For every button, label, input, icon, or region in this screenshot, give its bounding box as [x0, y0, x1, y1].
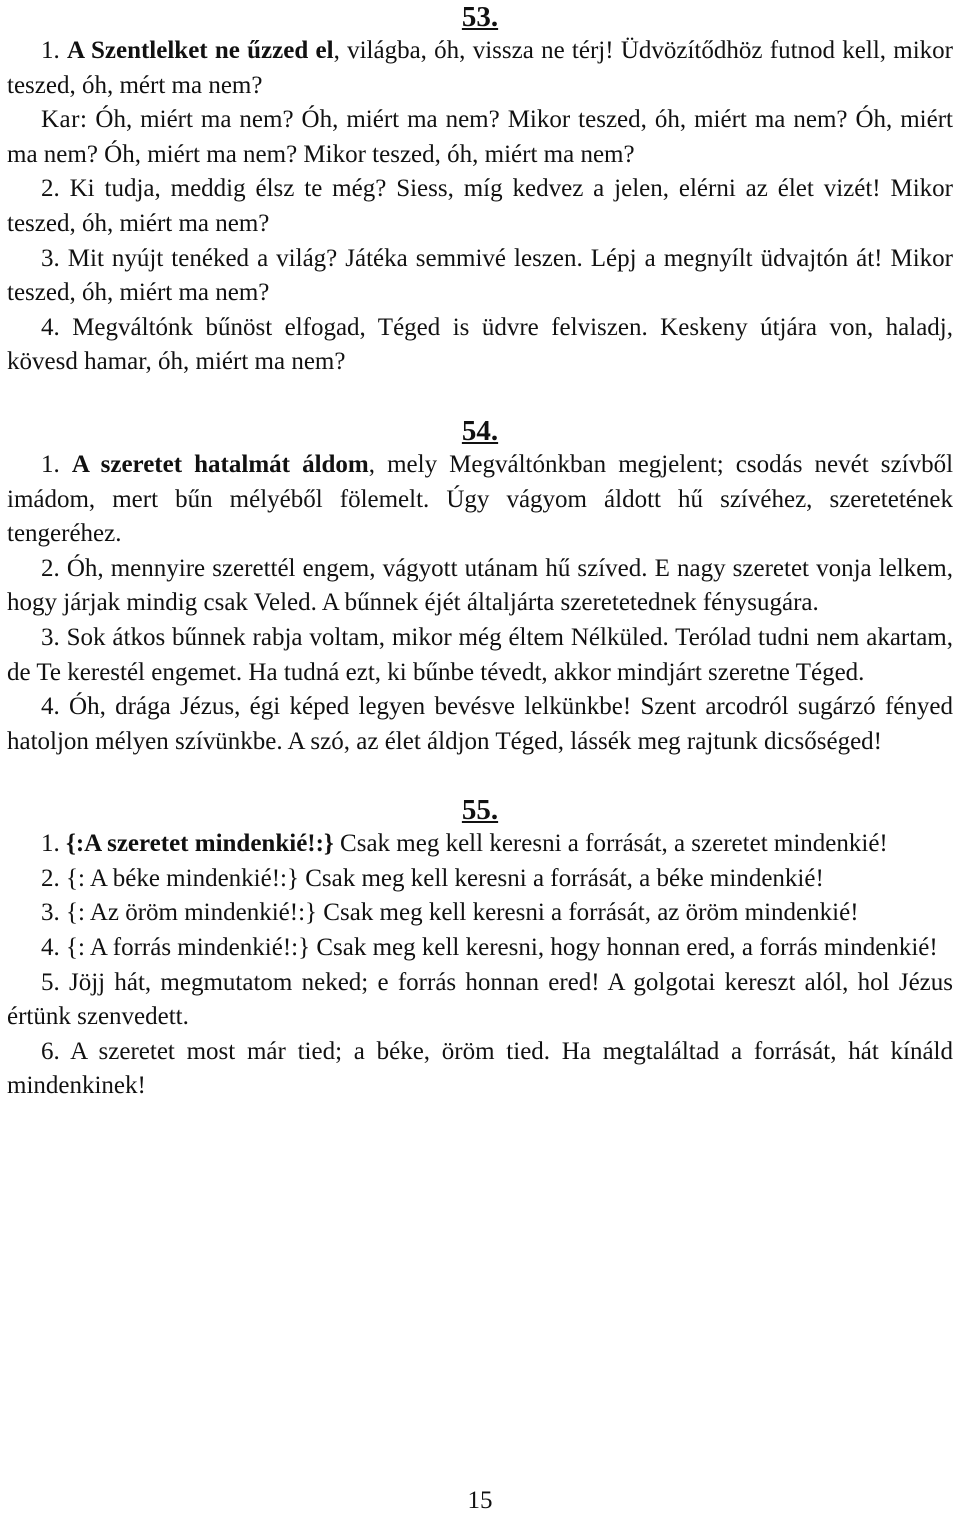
song-54 — [7, 414, 953, 759]
verse — [7, 827, 953, 862]
page-number: 15 — [467, 1487, 493, 1514]
verse-text: {: A béke mindenkié!:} Csak meg kell keresni a forrását, a béke mindenkié! — [59, 864, 824, 892]
verse — [7, 1035, 953, 1104]
verse-text: Sok átkos bűnnek rabja voltam, mikor még éltem Nélküled. Terólad tudni nem akartam, de Te kerestél engemet. Ha tudná ezt, ki bűnbe tévedt, akkor mindjárt szeretne Téged. — [7, 623, 953, 686]
song-number: 53. — [461, 1, 499, 33]
verse-text: Óh, drága Jézus, égi képed legyen bevésve lelkünkbe! Szent arcodról sugárzó fényed hatoljon mélyen szívünkbe. A szó, az élet áldjon Téged, lássék meg rajtunk dicsőséged! — [7, 693, 953, 755]
verse-number: 2. — [41, 554, 60, 582]
verse-text: {: A forrás mindenkié!:} Csak meg kell keresni, hogy honnan ered, a forrás mindenkié! — [59, 934, 938, 962]
verse-lead-words: A szeretet hatalmát áldom — [71, 450, 369, 478]
verse-number: 2. — [41, 175, 60, 203]
chorus-text: Óh, miért ma nem? Óh, miért ma nem? Mikor teszed, óh, miért ma nem? Óh, miért ma nem? Óh, miért ma nem? Mikor teszed, óh, miért ma nem? — [7, 106, 953, 168]
verse-number: 4. — [41, 934, 60, 962]
chorus-label: Kar: — [41, 106, 88, 134]
verse — [7, 552, 953, 621]
verse — [7, 242, 953, 311]
verse-number: 2. — [41, 864, 60, 892]
verse-lead-words: A Szentlelket ne űzzed el — [67, 37, 334, 64]
verse-number: 6. — [41, 1037, 60, 1065]
verse-number: 1. — [41, 450, 60, 478]
verse-text: Csak meg kell keresni a forrását, a szeretet mindenkié! — [333, 830, 888, 858]
verse — [7, 448, 953, 552]
verse-text: Óh, mennyire szerettél engem, vágyott utánam hű szíved. E nagy szeretet vonja lelkem, hogy járjak mindig csak Veled. A bűnnek éjét általjárta szeretetednek fénysugára. — [7, 554, 953, 617]
song-55 — [7, 793, 953, 1104]
verse-number: 4. — [41, 313, 60, 341]
verse-number: 1. — [41, 37, 60, 64]
verse-text: Jöjj hát, megmutatom neked; e forrás honnan ered! A golgotai kereszt alól, hol Jézus értünk szenvedett. — [7, 968, 953, 1031]
chorus — [7, 103, 953, 172]
verse-lead-words: {:A szeretet mindenkié!:} — [66, 830, 334, 858]
verse-number: 5. — [41, 968, 60, 996]
verse — [7, 172, 953, 241]
verse — [7, 621, 953, 690]
verse-text: Megváltónk bűnöst elfogad, Téged is üdvre felviszen. Keskeny útjára von, haladj, kövesd hamar, óh, miért ma nem? — [7, 313, 953, 376]
verse-number: 3. — [41, 623, 60, 651]
verse — [7, 931, 953, 966]
song-53 — [7, 0, 953, 380]
verse — [7, 966, 953, 1035]
verse — [7, 862, 953, 897]
verse-number: 1. — [41, 830, 60, 858]
verse-number: 3. — [41, 244, 60, 272]
verse-text: A szeretet most már tied; a béke, öröm tied. Ha megtaláltad a forrását, hát kínáld mindenkinek! — [7, 1037, 953, 1100]
song-number: 54. — [461, 414, 499, 447]
verse-text: , világba, óh, vissza ne térj! Üdvözítődhöz futnod kell, mikor teszed, óh, mért ma nem? — [7, 37, 954, 99]
verse-number: 3. — [41, 899, 60, 927]
verse — [7, 311, 953, 380]
hymnal-page — [7, 0, 953, 1104]
verse-text: Mit nyújt tenéked a világ? Játéka semmivé leszen. Lépj a megnyílt üdvajtón át! Mikor teszed, óh, miért ma nem? — [7, 244, 953, 307]
song-number: 55. — [461, 794, 499, 827]
verse-text: Ki tudja, meddig élsz te még? Siess, míg kedvez a jelen, elérni az élet vizét! Mikor teszed, óh, miért ma nem? — [7, 175, 953, 237]
verse-text: {: Az öröm mindenkié!:} Csak meg kell keresni a forrását, az öröm mindenkié! — [59, 899, 859, 927]
verse-number: 4. — [41, 693, 60, 721]
verse — [7, 690, 953, 759]
verse-text: , mely Megváltónkban megjelent; csodás nevét szívből imádom, mert bűn mélyéből fölemelt. Úgy vágyom áldott hű szívéhez, szeretetének tengeréhez. — [7, 450, 954, 548]
verse — [7, 34, 953, 103]
verse — [7, 896, 953, 931]
